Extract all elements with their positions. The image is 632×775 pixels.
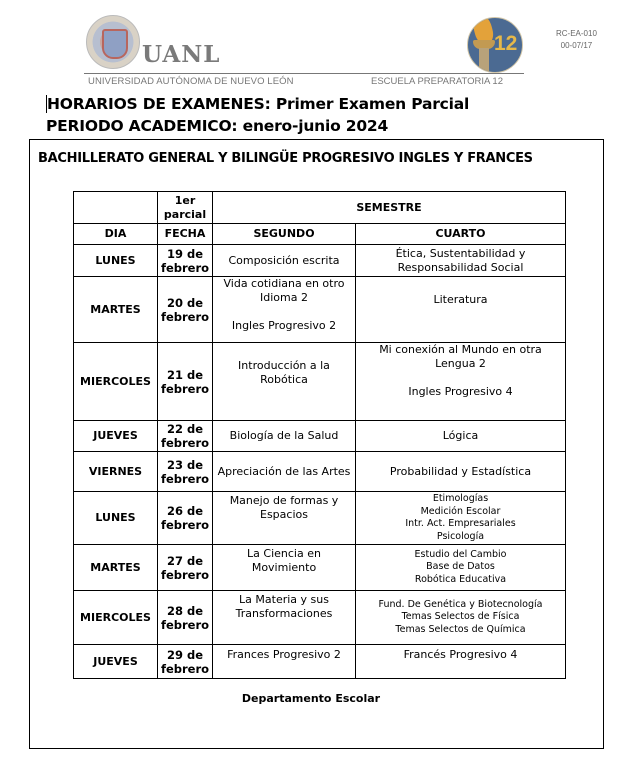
date-cell: 19 de febrero: [158, 245, 213, 277]
cuarto-cell: [356, 545, 566, 591]
date-cell: 29 de febrero: [158, 645, 213, 679]
department-footer: Departamento Escolar: [241, 692, 381, 705]
subject: Biología de la Salud: [229, 429, 339, 442]
subject: Ingles Progresivo 4: [408, 385, 513, 398]
cuarto-cell: [356, 591, 566, 645]
segundo-cell: [213, 591, 356, 645]
table-row: [74, 492, 566, 545]
segundo-cell: [213, 245, 356, 277]
day-cell: VIERNES: [74, 452, 158, 492]
subject: Manejo de formas y Espacios: [229, 494, 339, 521]
torch-stem: [479, 48, 489, 73]
day-cell: LUNES: [74, 245, 158, 277]
date-cell: 28 de febrero: [158, 591, 213, 645]
table-row: [74, 421, 566, 452]
subject: Apreciación de las Artes: [217, 464, 351, 478]
logo-number: 12: [494, 32, 518, 55]
table-row: [74, 545, 566, 591]
segundo-cell: [213, 492, 356, 545]
header-fecha: FECHA: [158, 224, 213, 245]
school-name: ESCUELA PREPARATORIA 12: [371, 76, 503, 87]
subject: Temas Selectos de Química: [395, 623, 526, 635]
page-title: HORARIOS DE EXAMENES: Primer Examen Parcial: [47, 95, 470, 113]
date-cell: 21 de febrero: [158, 343, 213, 421]
day-cell: JUEVES: [74, 645, 158, 679]
uanl-seal-logo: [86, 15, 140, 69]
subject: Ética, Sustentabilidad y Responsabilidad Social: [395, 246, 526, 274]
subject: Etimologías: [432, 493, 489, 504]
subject: La Materia y sus Transformaciones: [235, 593, 333, 620]
doc-date: 00-07/17: [560, 41, 593, 50]
subject: Base de Datos: [426, 561, 495, 573]
empty-header-cell: [74, 192, 158, 224]
subject: Lógica: [442, 429, 479, 442]
segundo-cell: [213, 277, 356, 343]
subject: Intr. Act. Empresariales: [405, 518, 516, 529]
segundo-cell: [213, 645, 356, 679]
table-row: [74, 591, 566, 645]
subject: Literatura: [433, 293, 488, 306]
table-row: [74, 343, 566, 421]
cuarto-cell: [356, 245, 566, 277]
date-cell: 22 de febrero: [158, 421, 213, 452]
header-parcial: 1er parcial: [158, 192, 213, 224]
subject: Temas Selectos de Física: [401, 611, 520, 623]
table-row: [74, 277, 566, 343]
table-row: [74, 245, 566, 277]
header-semestre: SEMESTRE: [213, 192, 566, 224]
day-cell: MARTES: [74, 277, 158, 343]
university-short-name: UANL: [142, 41, 221, 68]
segundo-cell: [213, 421, 356, 452]
subject: Frances Progresivo 2: [227, 648, 341, 661]
university-full-name: UNIVERSIDAD AUTÓNOMA DE NUEVO LEÓN: [88, 76, 294, 87]
program-subtitle: BACHILLERATO GENERAL Y BILINGÜE PROGRESIVO INGLES Y FRANCES: [38, 151, 533, 166]
cuarto-cell: [356, 343, 566, 421]
header-dia: DIA: [74, 224, 158, 245]
segundo-cell: [213, 452, 356, 492]
subject: Estudio del Cambio: [414, 548, 507, 560]
subject: Fund. De Genética y Biotecnología: [378, 598, 543, 610]
cuarto-cell: [356, 277, 566, 343]
date-cell: 27 de febrero: [158, 545, 213, 591]
prepa-12-torch-logo: [467, 17, 523, 73]
subject: Mi conexión al Mundo en otra Lengua 2: [379, 343, 542, 370]
subject: La Ciencia en Movimiento: [247, 547, 321, 574]
academic-period: PERIODO ACADEMICO: enero-junio 2024: [46, 117, 389, 135]
day-cell: MIERCOLES: [74, 343, 158, 421]
cuarto-cell: [356, 421, 566, 452]
table-header-row: [74, 192, 566, 224]
exam-schedule-table: [73, 191, 566, 679]
date-cell: 20 de febrero: [158, 277, 213, 343]
header-divider: [84, 73, 524, 74]
subject: Robótica Educativa: [414, 573, 507, 585]
table-column-header-row: [74, 224, 566, 245]
header-cuarto: CUARTO: [356, 224, 566, 245]
table-row: [74, 452, 566, 492]
cuarto-cell: [356, 645, 566, 679]
subject: Francés Progresivo 4: [403, 648, 518, 661]
day-cell: JUEVES: [74, 421, 158, 452]
cuarto-cell: [356, 452, 566, 492]
subject: Introducción a la Robótica: [238, 359, 330, 386]
day-cell: MIERCOLES: [74, 591, 158, 645]
subject: Psicología: [436, 530, 485, 542]
subject: Composición escrita: [228, 253, 340, 267]
subject: Vida cotidiana en otro Idioma 2: [223, 277, 345, 304]
subject: Ingles Progresivo 2: [231, 319, 337, 332]
segundo-cell: [213, 343, 356, 421]
subject: Medición Escolar: [420, 505, 501, 517]
date-cell: 23 de febrero: [158, 452, 213, 492]
date-cell: 26 de febrero: [158, 492, 213, 545]
document-code: [556, 28, 597, 52]
day-cell: MARTES: [74, 545, 158, 591]
segundo-cell: [213, 545, 356, 591]
cuarto-cell: [356, 492, 566, 545]
shield-icon: [102, 29, 128, 59]
table-row: [74, 645, 566, 679]
doc-code: RC-EA-010: [556, 29, 597, 38]
header-segundo: SEGUNDO: [213, 224, 356, 245]
day-cell: LUNES: [74, 492, 158, 545]
subject: Probabilidad y Estadística: [389, 464, 532, 478]
